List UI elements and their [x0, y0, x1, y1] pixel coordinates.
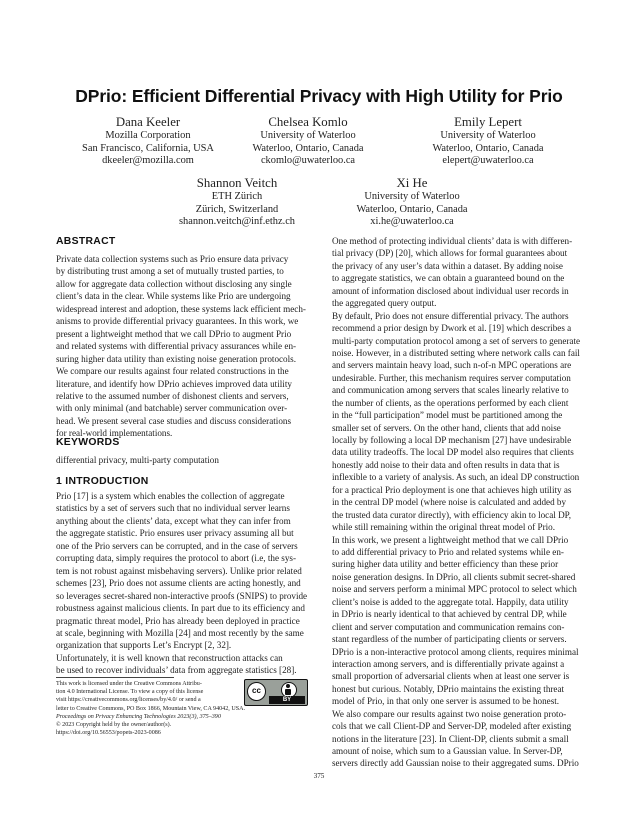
right-column-line: In this work, we present a lightweight method that we call DPrio: [332, 534, 569, 545]
introduction-line: corrupting data, simply requires the protocol to abort (i.e, the sys-: [56, 553, 296, 564]
right-column-line: client’s noise is added to the aggregate total. Happily, data utility: [332, 596, 569, 607]
abstract-line: by distributing trust among a set of mutually trusted parties, to: [56, 266, 284, 277]
right-column-line: interaction among servers, and is differentially private against a: [332, 658, 565, 669]
right-column-line: amount of noise, which sum to a Gaussian value. In Server-DP,: [332, 746, 563, 757]
right-column-line: noise generation designs. In DPrio, all clients submit secret-shared: [332, 571, 576, 582]
right-column-line: honestly add noise to their data and often results in data that is: [332, 459, 560, 470]
right-column-line: the number of clients, as the operations performed by each client: [332, 397, 569, 408]
right-column-line: amount of information disclosed about individual user records in: [332, 285, 569, 296]
abstract-line: head. We present several case studies and discuss considerations: [56, 415, 292, 426]
author-affiliation-line: University of Waterloo: [364, 191, 460, 202]
author-affiliation-line: Zürich, Switzerland: [195, 203, 279, 215]
author-affiliation-line: San Francisco, California, USA: [82, 142, 214, 154]
introduction-heading: 1 INTRODUCTION: [56, 476, 149, 487]
page-number: 375: [313, 772, 325, 780]
right-column-line: notions in the literature [23]. In Client-DP, clients submit a small: [332, 733, 569, 744]
abstract-line: allow for aggregate data collection without disclosing any single: [56, 278, 292, 289]
right-column-line: undesirable. Further, this mechanism requires server computation: [332, 372, 571, 383]
right-column-line: tial privacy (DP) [20], which allows for formal guarantees about: [332, 248, 568, 259]
footnote-line: visit https://creativecommons.org/licenses/by/4.0/ or send a: [56, 697, 201, 704]
right-column-line: smaller set of servers. On the other hand, clients that add noise: [332, 422, 561, 433]
right-column-line: locally by following a local DP mechanism [27] have undesirable: [332, 435, 572, 446]
author-affiliation-line: xi.he@uwaterloo.ca: [370, 216, 454, 228]
author-5: [302, 176, 522, 229]
introduction-line: be used to recover individuals’ data from aggregate statistics [28].: [56, 665, 297, 676]
abstract-line: client’s data in the clear. While systems like Prio are undergoing: [56, 291, 291, 302]
abstract-line: literature, and identify how DPrio achieves improved data utility: [56, 378, 292, 389]
right-column-line: the privacy of any user’s data within a dataset. By adding noise: [332, 260, 563, 271]
author-affiliation-line: University of Waterloo: [260, 130, 356, 141]
paper-title: DPrio: Efficient Differential Privacy with High Utility for Prio: [75, 86, 563, 106]
abstract-line: widespread interest and adoption, these systems lack efficient mech-: [56, 303, 306, 314]
right-column-line: By default, Prio does not ensure differential privacy. The authors: [332, 310, 569, 321]
introduction-line: anything about the clients’ data, except what they can infer from: [56, 515, 291, 526]
footnote-line: Proceedings on Privacy Enhancing Technologies 2023(3), 375–390: [56, 713, 221, 720]
author-affiliation-line: elepert@uwaterloo.ca: [442, 155, 534, 167]
abstract-line: for real-world implementations.: [56, 428, 173, 439]
right-column-line: model of Prio, in that only one server is assumed to be honest.: [332, 696, 560, 707]
cc-icon: cc: [247, 682, 266, 701]
footnote-line: tion 4.0 International License. To view a copy of this license: [56, 689, 204, 696]
author-affiliation-line: Waterloo, Ontario, Canada: [432, 142, 544, 154]
right-column-line: DPrio is a non-interactive protocol among clients, requires minimal: [332, 646, 579, 657]
right-column-line: noise. However, in a distributed setting where network calls can fail: [332, 347, 580, 358]
right-column-line: to aggregate statistics, we can obtain a guaranteed bound on the: [332, 273, 565, 284]
introduction-line: the aggregate statistic. Prio ensures user privacy assuming all but: [56, 528, 294, 539]
right-column-line: the aggregated query output.: [332, 298, 437, 309]
footnote-rule: [56, 677, 174, 678]
author-affiliation-line: Mozilla Corporation: [105, 130, 191, 141]
abstract-line: Private data collection systems such as Prio ensure data privacy: [56, 254, 289, 264]
right-column-line: We also compare our results against two noise generation proto-: [332, 708, 567, 719]
introduction-line: statistics by a set of servers such that no individual server learns: [56, 503, 290, 514]
right-column-line: multi-party computation protocol among a set of servers to generate: [332, 335, 581, 346]
keywords-text: differential privacy, multi-party computation: [56, 455, 219, 465]
author-affiliation-line: Waterloo, Ontario, Canada: [356, 203, 468, 215]
right-column-line: and communication among servers that scales linearly relative to: [332, 385, 569, 396]
right-column-line: recommend a prior design by Dwork et al. [19] which describes a: [332, 323, 572, 334]
footnote-line: letter to Creative Commons, PO Box 1866, Mountain View, CA 94042, USA.: [56, 705, 246, 712]
author-name: Emily Lepert: [454, 115, 522, 129]
introduction-line: so leverages secret-shared non-interactive proofs (SNIPS) to provide: [56, 590, 308, 601]
right-column-line: suring higher data utility and better efficiency than these prior: [332, 559, 559, 570]
introduction-line: pragmatic threat model, Prio has already been deployed in practice: [56, 615, 300, 626]
right-column-line: the trusted data curator directly), with efficiency akin to local DP,: [332, 509, 572, 520]
abstract-line: relative to the assumed number of dishonest clients and servers,: [56, 390, 289, 401]
introduction-line: one of the Prio servers can be corrupted, and in the case of servers: [56, 540, 298, 551]
author-affiliation-line: ckomlo@uwaterloo.ca: [260, 155, 356, 167]
right-column-line: stant regardless of the number of participating clients or servers.: [332, 634, 567, 645]
by-label: BY: [269, 696, 305, 704]
introduction-line: Unfortunately, it is well known that reconstruction attacks can: [56, 652, 283, 663]
abstract-line: We compare our results against four related constructions in the: [56, 366, 289, 377]
introduction-line: robustness against malicious clients. In part due to its efficiency and: [56, 603, 305, 614]
abstract-line: and related systems with differential privacy assurances while en-: [56, 341, 297, 352]
author-name: Xi He: [396, 176, 428, 190]
author-3: [378, 115, 598, 168]
author-affiliation-line: shannon.veitch@inf.ethz.ch: [178, 216, 296, 228]
right-column-line: inflexible to a variety of analysis. As such, an ideal DP construction: [332, 472, 580, 483]
introduction-line: schemes [23], Prio does not assume clients are acting honestly, and: [56, 578, 301, 589]
right-column-line: One method of protecting individual clients’ data is with differen-: [332, 236, 573, 246]
right-column-line: to add differential privacy to Prio and related systems while en-: [332, 547, 564, 557]
right-column-line: in DPrio is nearly identical to that achieved by central DP, while: [332, 609, 567, 620]
right-column-line: small proportion of adversarial clients when at least one server is: [332, 671, 570, 682]
right-column-line: servers directly add Gaussian noise to their aggregated sums. DPrio: [332, 758, 579, 769]
author-affiliation-line: dkeeler@mozilla.com: [102, 155, 194, 167]
right-column-line: honest but curious. Notably, DPrio maintains the existing threat: [332, 683, 565, 694]
abstract-line: suring higher data utility than existing noise generation protocols.: [56, 353, 296, 364]
introduction-line: tem is not robust against misbehaving servers). Unlike prior related: [56, 565, 302, 576]
footnote-line: https://doi.org/10.56553/popets-2023-0086: [56, 730, 161, 737]
abstract-line: with only minimal (and batchable) server communication over-: [56, 403, 288, 414]
abstract-line: present a lightweight method that we call DPrio to augment Prio: [56, 328, 292, 339]
author-affiliation-line: University of Waterloo: [440, 130, 536, 141]
author-affiliation-line: Waterloo, Ontario, Canada: [252, 142, 364, 154]
footnote-line: © 2023 Copyright held by the owner/author(s).: [56, 722, 172, 728]
introduction-line: organization that supports Let’s Encrypt [2, 32].: [56, 640, 232, 651]
right-column-line: noise and servers perform a minimal MPC protocol to select which: [332, 584, 577, 595]
author-name: Chelsea Komlo: [268, 115, 348, 129]
author-name: Dana Keeler: [115, 115, 181, 129]
right-column-line: for a practical Prio deployment is one that achieves high utility as: [332, 484, 572, 495]
right-column-line: data utility tradeoffs. The local DP model also requires that clients: [332, 447, 574, 458]
author-name: Shannon Veitch: [196, 176, 278, 190]
right-column-line: and servers maintain heavy load, such n-of-n MPC operations are: [332, 360, 572, 371]
footnote-line: This work is licensed under the Creative Commons Attribu-: [56, 681, 202, 687]
introduction-line: at scale, beginning with Mozilla [24] and most recently by the same: [56, 627, 304, 638]
right-column-line: in the “full participation” model must be partitioned among the: [332, 410, 563, 421]
introduction-line: Prio [17] is a system which enables the collection of aggregate: [56, 491, 285, 501]
right-column-line: in the central DP model (where noise is calculated and added by: [332, 497, 567, 508]
keywords-heading: KEYWORDS: [56, 437, 120, 448]
right-column-line: client and server computation and communication remains con-: [332, 621, 565, 632]
abstract-line: anisms to provide differential privacy guarantees. In this work, we: [56, 316, 299, 327]
right-column-line: while still remaining within the original threat model of Prio.: [332, 522, 556, 533]
author-affiliation-line: ETH Zürich: [211, 191, 263, 202]
abstract-heading: ABSTRACT: [56, 236, 116, 247]
right-column-line: cols that we call Client-DP and Server-DP, modeled after existing: [332, 721, 572, 732]
cc-by-license-badge: [244, 679, 308, 706]
